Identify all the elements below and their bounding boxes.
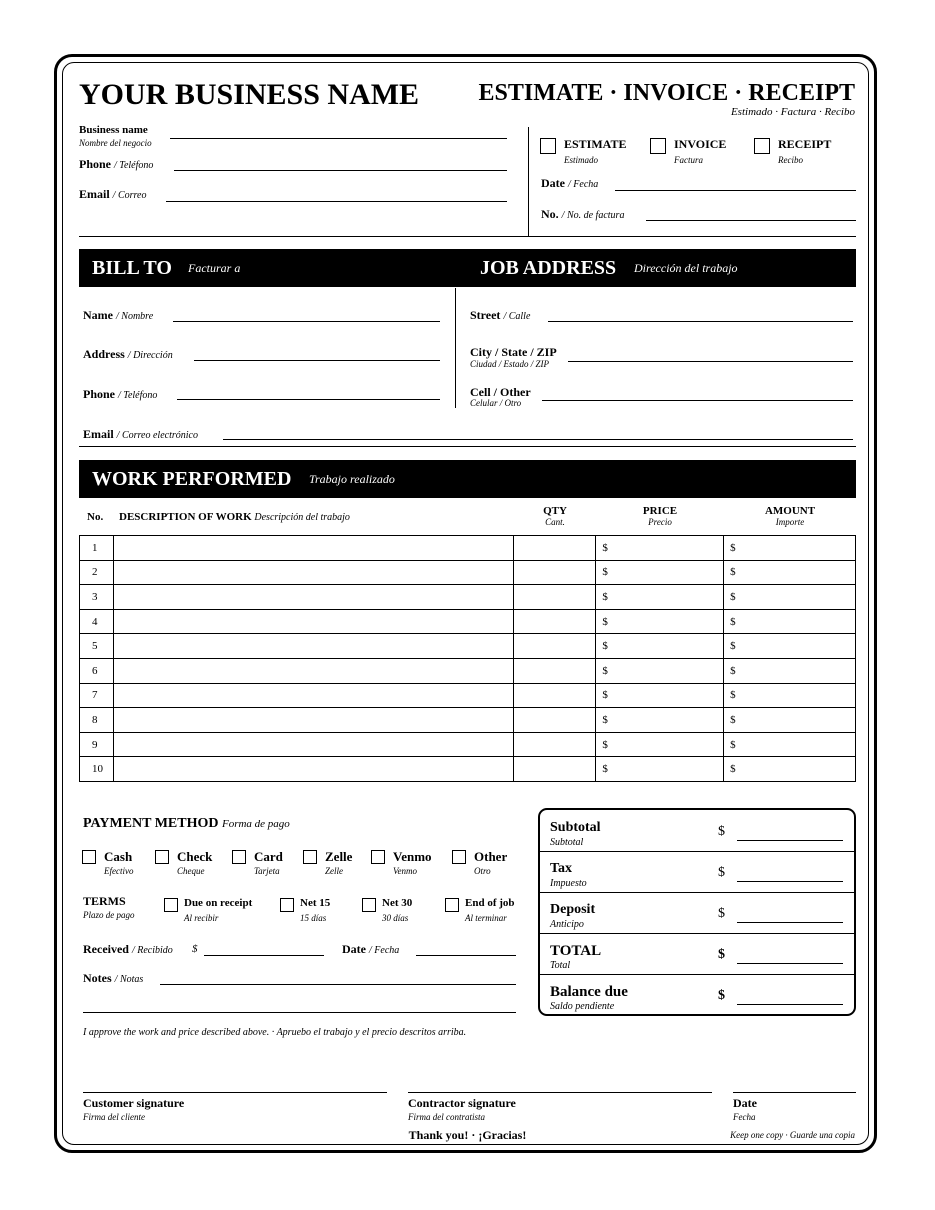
description-cell[interactable] (113, 708, 513, 733)
qty-cell[interactable] (514, 658, 596, 683)
price-cell[interactable]: $ (596, 560, 724, 585)
qty-cell[interactable] (514, 560, 596, 585)
col-amount: AMOUNT Importe (764, 505, 816, 527)
description-cell[interactable] (113, 585, 513, 610)
checkbox[interactable] (280, 898, 294, 912)
price-cell[interactable]: $ (596, 708, 724, 733)
qty-cell[interactable] (514, 585, 596, 610)
thank-you-text: Thank you! · ¡Gracias! (408, 1128, 527, 1142)
row-number: 5 (80, 634, 114, 659)
amount-cell[interactable]: $ (724, 708, 856, 733)
total-row-subtotal: Subtotal Subtotal $ (540, 810, 854, 852)
checkbox[interactable] (164, 898, 178, 912)
payment-title: PAYMENT METHOD Forma de pago (83, 816, 290, 831)
row-number: 6 (80, 658, 114, 683)
price-cell[interactable]: $ (596, 634, 724, 659)
contractor-signature-label: Contractor signature (408, 1096, 516, 1110)
amount-cell[interactable]: $ (724, 560, 856, 585)
contractor-signature-label-es: Firma del contratista (408, 1112, 485, 1122)
terms-label-es: Plazo de pago (83, 910, 135, 920)
job-cell-label: Cell / Other (470, 385, 531, 399)
billto-phone-field[interactable] (177, 399, 440, 400)
job-cell-field[interactable] (542, 400, 853, 401)
job-street-label: Street / Calle (470, 308, 531, 322)
total-row-total: TOTAL Total $ (540, 933, 854, 975)
business-name-label: Business name (79, 124, 148, 136)
checkbox[interactable] (303, 850, 317, 864)
received-date-field[interactable] (416, 955, 516, 956)
total-row-balance-due: Balance due Saldo pendiente $ (540, 974, 854, 1015)
table-row (80, 708, 856, 733)
business-name-field[interactable] (170, 138, 507, 139)
row-number: 3 (80, 585, 114, 610)
checkbox[interactable] (445, 898, 459, 912)
qty-cell[interactable] (514, 708, 596, 733)
description-cell[interactable] (113, 609, 513, 634)
description-cell[interactable] (113, 634, 513, 659)
table-row (80, 732, 856, 757)
billto-title: BILL TO (92, 257, 172, 279)
qty-cell[interactable] (514, 757, 596, 782)
total-amount-field[interactable] (737, 1004, 843, 1005)
checkbox[interactable] (362, 898, 376, 912)
qty-cell[interactable] (514, 609, 596, 634)
qty-cell[interactable] (514, 683, 596, 708)
col-no: No. (87, 511, 104, 523)
header-bottom-rule (79, 236, 856, 237)
signature-date-label-es: Fecha (733, 1112, 756, 1122)
table-row (80, 634, 856, 659)
qty-cell[interactable] (514, 732, 596, 757)
notes-field-line-2[interactable] (83, 1012, 516, 1013)
table-row (80, 585, 856, 610)
checkbox[interactable] (155, 850, 169, 864)
description-cell[interactable] (113, 732, 513, 757)
received-date-label: Date / Fecha (342, 942, 400, 956)
price-cell[interactable]: $ (596, 732, 724, 757)
price-cell[interactable]: $ (596, 609, 724, 634)
doc-date-label: Date / Fecha (541, 176, 599, 190)
doc-subtitle: Estimado · Factura · Recibo (730, 106, 855, 118)
description-cell[interactable] (113, 560, 513, 585)
checkbox[interactable] (371, 850, 385, 864)
customer-signature-line[interactable] (83, 1092, 387, 1093)
checkbox[interactable] (650, 138, 666, 154)
contractor-signature-line[interactable] (408, 1092, 712, 1093)
job-address-title: JOB ADDRESS (480, 257, 617, 279)
row-number: 10 (80, 757, 114, 782)
notes-field-line-1[interactable] (160, 984, 516, 985)
work-table (79, 535, 856, 782)
row-number: 7 (80, 683, 114, 708)
billto-address-label: Address / Dirección (83, 347, 173, 361)
price-cell[interactable]: $ (596, 536, 724, 561)
table-row (80, 560, 856, 585)
business-title: YOUR BUSINESS NAME (79, 78, 420, 111)
table-row (80, 757, 856, 782)
amount-cell[interactable]: $ (724, 585, 856, 610)
table-row (80, 609, 856, 634)
business-name-label-es: Nombre del negocio (79, 138, 152, 148)
price-cell[interactable]: $ (596, 585, 724, 610)
header-divider (528, 127, 529, 236)
job-city-field[interactable] (568, 361, 853, 362)
amount-cell[interactable]: $ (724, 732, 856, 757)
work-title: WORK PERFORMED (92, 468, 292, 490)
price-cell[interactable]: $ (596, 683, 724, 708)
business-email-label: Email / Correo (79, 187, 147, 201)
signature-date-line[interactable] (733, 1092, 856, 1093)
qty-cell[interactable] (514, 536, 596, 561)
business-email-field[interactable] (166, 201, 507, 202)
billto-email-field[interactable] (223, 439, 853, 440)
billto-phone-label: Phone / Teléfono (83, 387, 158, 401)
checkbox[interactable] (82, 850, 96, 864)
checkbox[interactable] (540, 138, 556, 154)
customer-signature-label-es: Firma del cliente (83, 1112, 145, 1122)
amount-cell[interactable]: $ (724, 683, 856, 708)
total-amount-field[interactable] (737, 922, 843, 923)
col-qty: QTY Cant. (543, 505, 567, 527)
description-cell[interactable] (113, 536, 513, 561)
amount-cell[interactable]: $ (724, 634, 856, 659)
billto-title-es: Facturar a (188, 261, 241, 275)
total-row-deposit: Deposit Anticipo $ (540, 892, 854, 934)
checkbox[interactable] (754, 138, 770, 154)
doc-date-field[interactable] (615, 190, 856, 191)
row-number: 1 (80, 536, 114, 561)
received-currency: $ (192, 943, 198, 955)
doc-number-field[interactable] (646, 220, 856, 221)
job-city-label-es: Ciudad / Estado / ZIP (470, 359, 550, 369)
amount-cell[interactable]: $ (724, 536, 856, 561)
description-cell[interactable] (113, 757, 513, 782)
row-number: 9 (80, 732, 114, 757)
approval-statement: I approve the work and price described above. · Apruebo el trabajo y el precio descritos arriba. (83, 1027, 467, 1038)
amount-cell[interactable]: $ (724, 609, 856, 634)
table-row (80, 536, 856, 561)
billto-divider (455, 288, 456, 408)
col-description: DESCRIPTION OF WORK Descripción del trabajo (119, 511, 350, 523)
billto-email-label: Email / Correo electrónico (83, 427, 198, 441)
business-phone-field[interactable] (174, 170, 507, 171)
amount-cell[interactable]: $ (724, 757, 856, 782)
description-cell[interactable] (113, 683, 513, 708)
billto-name-label: Name / Nombre (83, 308, 154, 322)
doc-title: ESTIMATE · INVOICE · RECEIPT (478, 80, 855, 106)
keep-copy-note: Keep one copy · Guarde una copia (730, 1130, 855, 1140)
job-city-label: City / State / ZIP (470, 345, 557, 359)
total-amount-field[interactable] (737, 881, 843, 882)
qty-cell[interactable] (514, 634, 596, 659)
total-row-tax: Tax Impuesto $ (540, 851, 854, 893)
total-amount-field[interactable] (737, 963, 843, 964)
price-cell[interactable]: $ (596, 757, 724, 782)
business-phone-label: Phone / Teléfono (79, 157, 154, 171)
received-amount-field[interactable] (204, 955, 324, 956)
table-row (80, 658, 856, 683)
signature-date-label: Date (733, 1096, 757, 1110)
job-address-title-es: Dirección del trabajo (634, 261, 738, 275)
price-cell[interactable]: $ (596, 658, 724, 683)
work-band (79, 460, 856, 498)
row-number: 4 (80, 609, 114, 634)
amount-cell[interactable]: $ (724, 658, 856, 683)
work-title-es: Trabajo realizado (309, 472, 395, 486)
job-street-field[interactable] (548, 321, 853, 322)
billto-band (79, 249, 856, 287)
terms-label: TERMS (83, 894, 126, 908)
checkbox[interactable] (452, 850, 466, 864)
totals-box (538, 808, 856, 1016)
table-row (80, 683, 856, 708)
doc-number-label: No. / No. de factura (541, 207, 625, 221)
row-number: 2 (80, 560, 114, 585)
row-number: 8 (80, 708, 114, 733)
col-price: PRICE Precio (642, 505, 678, 527)
notes-label: Notes / Notas (83, 971, 144, 985)
total-amount-field[interactable] (737, 840, 843, 841)
description-cell[interactable] (113, 658, 513, 683)
received-label: Received / Recibido (83, 942, 173, 956)
billto-address-field[interactable] (194, 360, 440, 361)
job-cell-label-es: Celular / Otro (470, 398, 522, 408)
checkbox[interactable] (232, 850, 246, 864)
billto-bottom-rule (79, 446, 856, 447)
billto-name-field[interactable] (173, 321, 440, 322)
customer-signature-label: Customer signature (83, 1096, 185, 1110)
